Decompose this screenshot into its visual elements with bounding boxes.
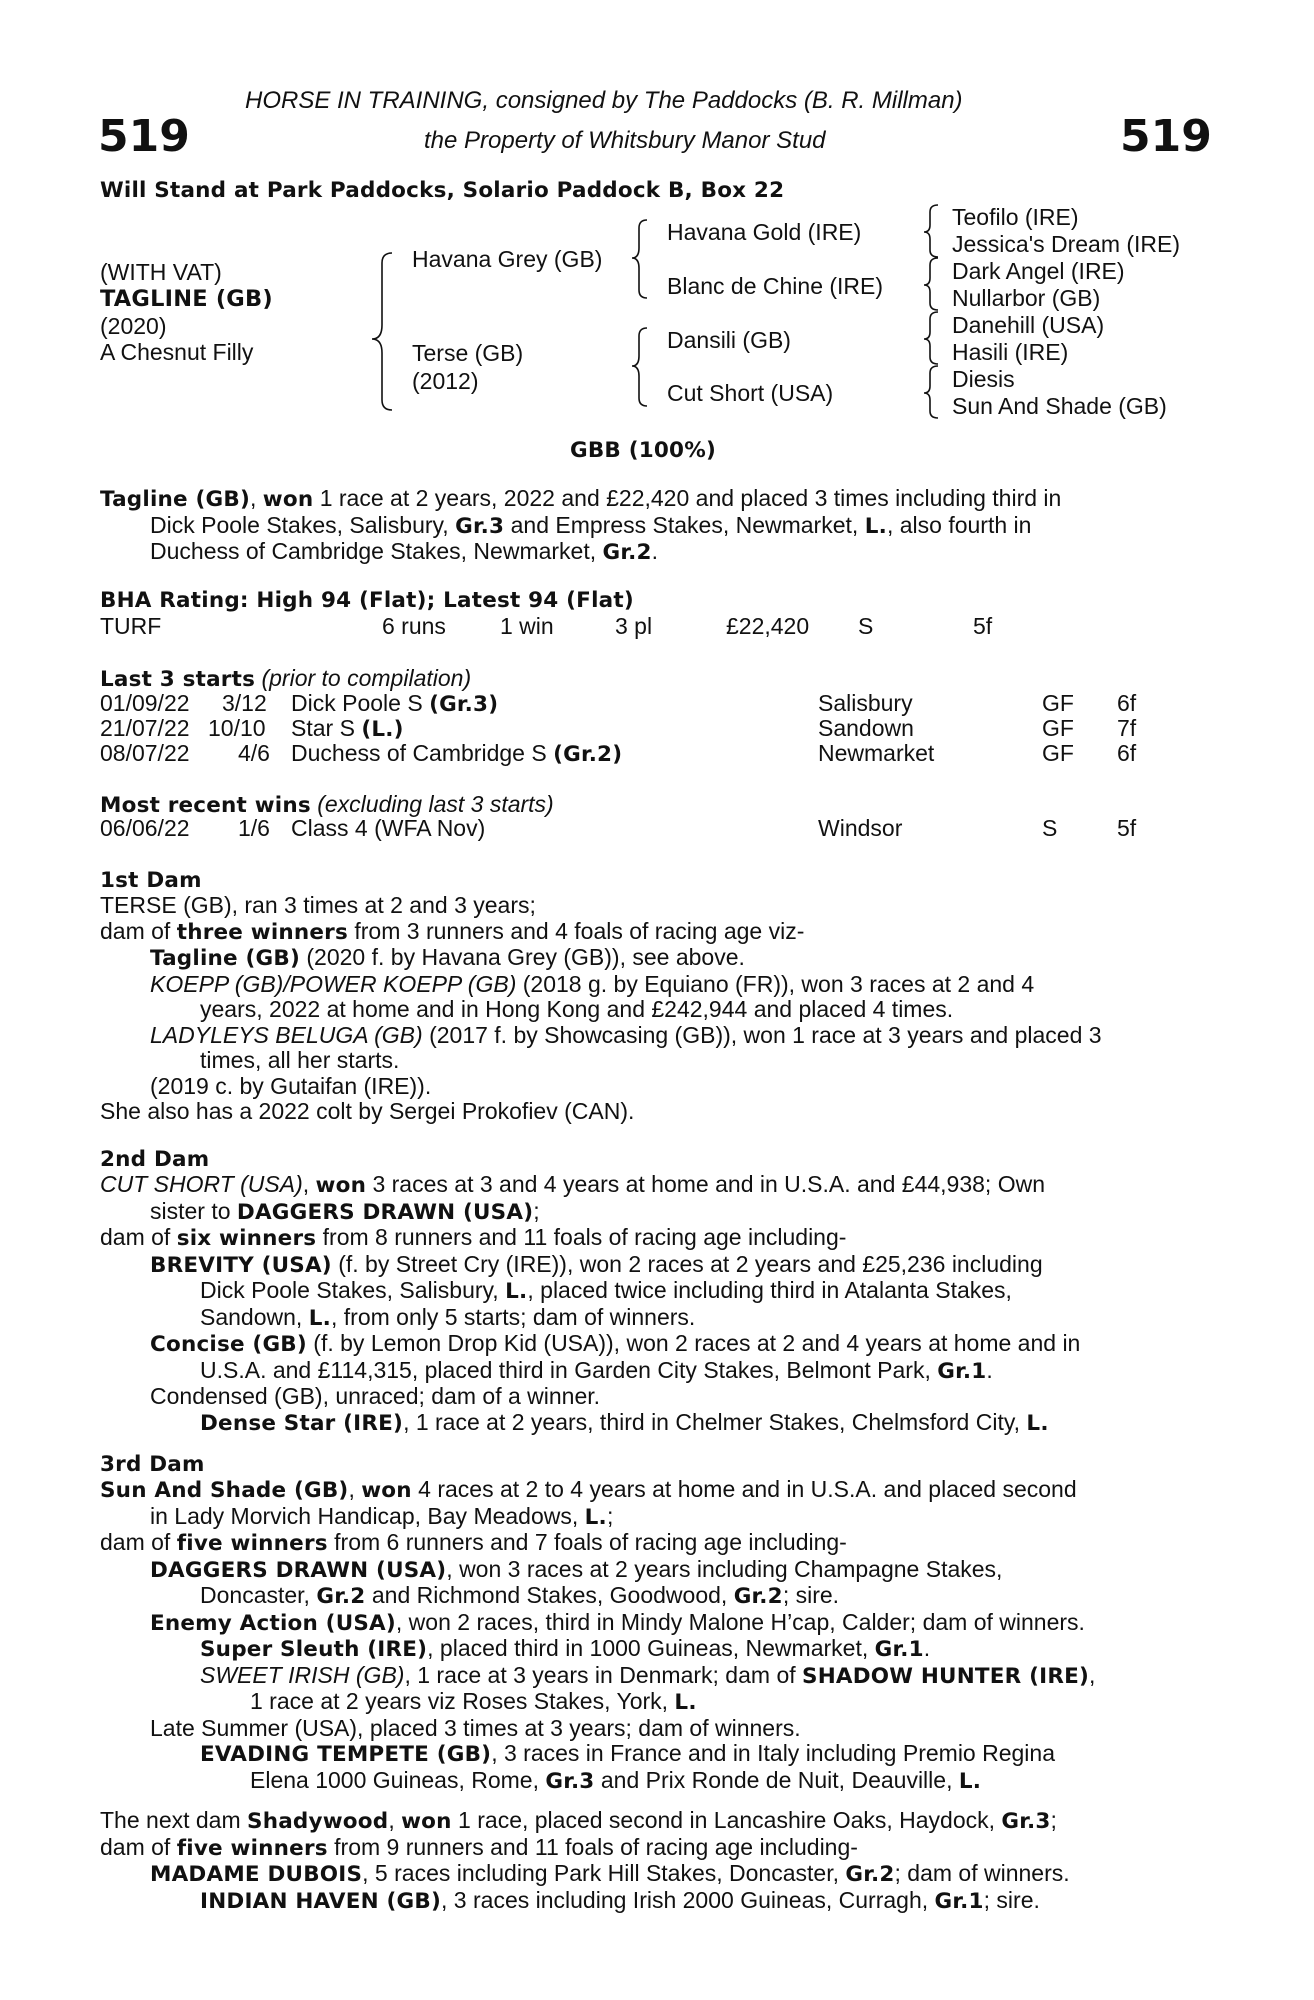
race-summary: Tagline (GB), won 1 race at 2 years, 2022 and £22,420 and placed 3 times including third in Dick Poole Stakes, Salisbury, Gr.3 and Empress Stakes, Newmarket, L., also fourth in Duchess of Cambridge Stakes, Newmarket, Gr.2. [100,485,1062,565]
lot-number-right: 519 [1120,111,1212,162]
sire-sire-name: Havana Gold (IRE) [667,219,862,245]
horse-description: A Chesnut Filly [100,339,254,365]
consignor-line: HORSE IN TRAINING, consigned by The Paddocks (B. R. Millman) [245,87,963,114]
earnings: £22,420 [726,613,810,639]
dam-dam-name: Cut Short (USA) [667,380,834,406]
bha-rating-heading: BHA Rating: High 94 (Flat); Latest 94 (Flat) [100,588,634,613]
placed: 3 pl [615,613,653,639]
gen3-ancestor: Dark Angel (IRE) [952,258,1125,284]
gen3-ancestor: Nullarbor (GB) [952,285,1101,311]
first-dam-heading: 1st Dam [100,868,202,893]
going: S [858,613,874,639]
stabling-info: Will Stand at Park Paddocks, Solario Paddock B, Box 22 [100,178,785,203]
gen3-ancestor: Danehill (USA) [952,312,1105,338]
last-starts-heading: Last 3 starts (prior to compilation) [100,665,472,692]
gen3-ancestor: Sun And Shade (GB) [952,393,1167,419]
first-dam-text: TERSE (GB), ran 3 times at 2 and 3 years; dam of three winners from 3 runners and 4 foals of racing age viz- Tagline (GB) (2020 f. by Havana Grey (GB)), see above. KOEPP (GB)/POWER KOEPP (GB) (2018 g. by Equiano (FR)), won 3 races at 2 and 4 years, 2022 at home and in Hong Kong and £242,944 and placed 4 times. LADYLEYS BELUGA (GB) (2017 f. by Showcasing (GB)), won 1 race at 3 years and placed 3 times, all her starts. (2019 c. by Gutaifan (IRE)). She also has a 2022 colt by Sergei Prokofiev (CAN). [100,892,1102,1124]
distance: 5f [973,613,993,639]
owner-line: the Property of Whitsbury Manor Stud [424,127,826,154]
pedigree-brackets [0,0,1314,420]
dam-sire-name: Dansili (GB) [667,327,791,353]
gen3-ancestor: Jessica's Dream (IRE) [952,231,1181,257]
wins: 1 win [500,613,554,639]
runs: 6 runs [382,613,446,639]
next-dam-text: The next dam Shadywood, won 1 race, placed second in Lancashire Oaks, Haydock, Gr.3; dam of five winners from 9 runners and 11 foals of racing age including- MADAME DUBOIS, 5 races including Park Hill Stakes, Doncaster, Gr.2; dam of winners. INDIAN HAVEN (GB), 3 races including Irish 2000 Guineas, Curragh, Gr.1; sire. [100,1807,1070,1914]
horse-name: TAGLINE (GB) [100,286,273,312]
summary-text: 1 race at 2 years, 2022 and £22,420 and placed 3 times including third in [313,485,1062,511]
third-dam-text: Sun And Shade (GB), won 4 races at 2 to 4 years at home and in U.S.A. and placed second in Lady Morvich Handicap, Bay Meadows, L.; dam of five winners from 6 runners and 7 foals of racing age including- DAGGERS DRAWN (USA), won 3 races at 2 years including Champagne Stakes, Doncaster, Gr.2 and Richmond Stakes, Goodwood, Gr.2; sire. Enemy Action (USA), won 2 races, third in Mindy Malone H’cap, Calder; dam of winners. Super Sleuth (IRE), placed third in 1000 Guineas, Newmarket, Gr.1. SWEET IRISH (GB), 1 race at 3 years in Denmark; dam of SHADOW HUNTER (IRE), 1 race at 2 years viz Roses Stakes, York, L. Late Summer (USA), placed 3 times at 3 years; dam of winners. EVADING TEMPETE (GB), 3 races in France and in Italy including Premio Regina Elena 1000 Guineas, Rome, Gr.3 and Prix Ronde de Nuit, Deauville, L. [100,1476,1096,1794]
breeding-percentage: GBB (100%) [570,438,716,463]
gen3-ancestor: Hasili (IRE) [952,339,1069,365]
second-dam-text: CUT SHORT (USA), won 3 races at 3 and 4 years at home and in U.S.A. and £44,938; Own sister to DAGGERS DRAWN (USA); dam of six winners from 8 runners and 11 foals of racing age including- BREVITY (USA) (f. by Street Cry (IRE)), won 2 races at 2 years and £25,236 including Dick Poole Stakes, Salisbury, L., placed twice including third in Atalanta Stakes, Sandown, L., from only 5 starts; dam of winners. Concise (GB) (f. by Lemon Drop Kid (USA)), won 2 races at 2 and 4 years at home and in U.S.A. and £114,315, placed third in Garden City Stakes, Belmont Park, Gr.1. Condensed (GB), unraced; dam of a winner. Dense Star (IRE), 1 race at 2 years, third in Chelmer Stakes, Chelmsford City, L. [100,1171,1081,1436]
vat-note: (WITH VAT) [100,259,222,285]
third-dam-heading: 3rd Dam [100,1452,205,1477]
second-dam-heading: 2nd Dam [100,1147,210,1172]
surface: TURF [100,613,162,639]
gen3-ancestor: Diesis [952,366,1015,392]
gen3-ancestor: Teofilo (IRE) [952,204,1079,230]
won-label: won [262,487,314,512]
dam-year: (2012) [412,368,479,394]
horse-year: (2020) [100,313,167,339]
dam-name: Terse (GB) [412,340,524,366]
sire-name: Havana Grey (GB) [412,246,603,272]
recent-wins-heading: Most recent wins (excluding last 3 starts) [100,791,554,818]
lot-number-left: 519 [98,111,190,162]
summary-horse-name: Tagline (GB) [100,487,250,512]
sire-dam-name: Blanc de Chine (IRE) [667,273,884,299]
